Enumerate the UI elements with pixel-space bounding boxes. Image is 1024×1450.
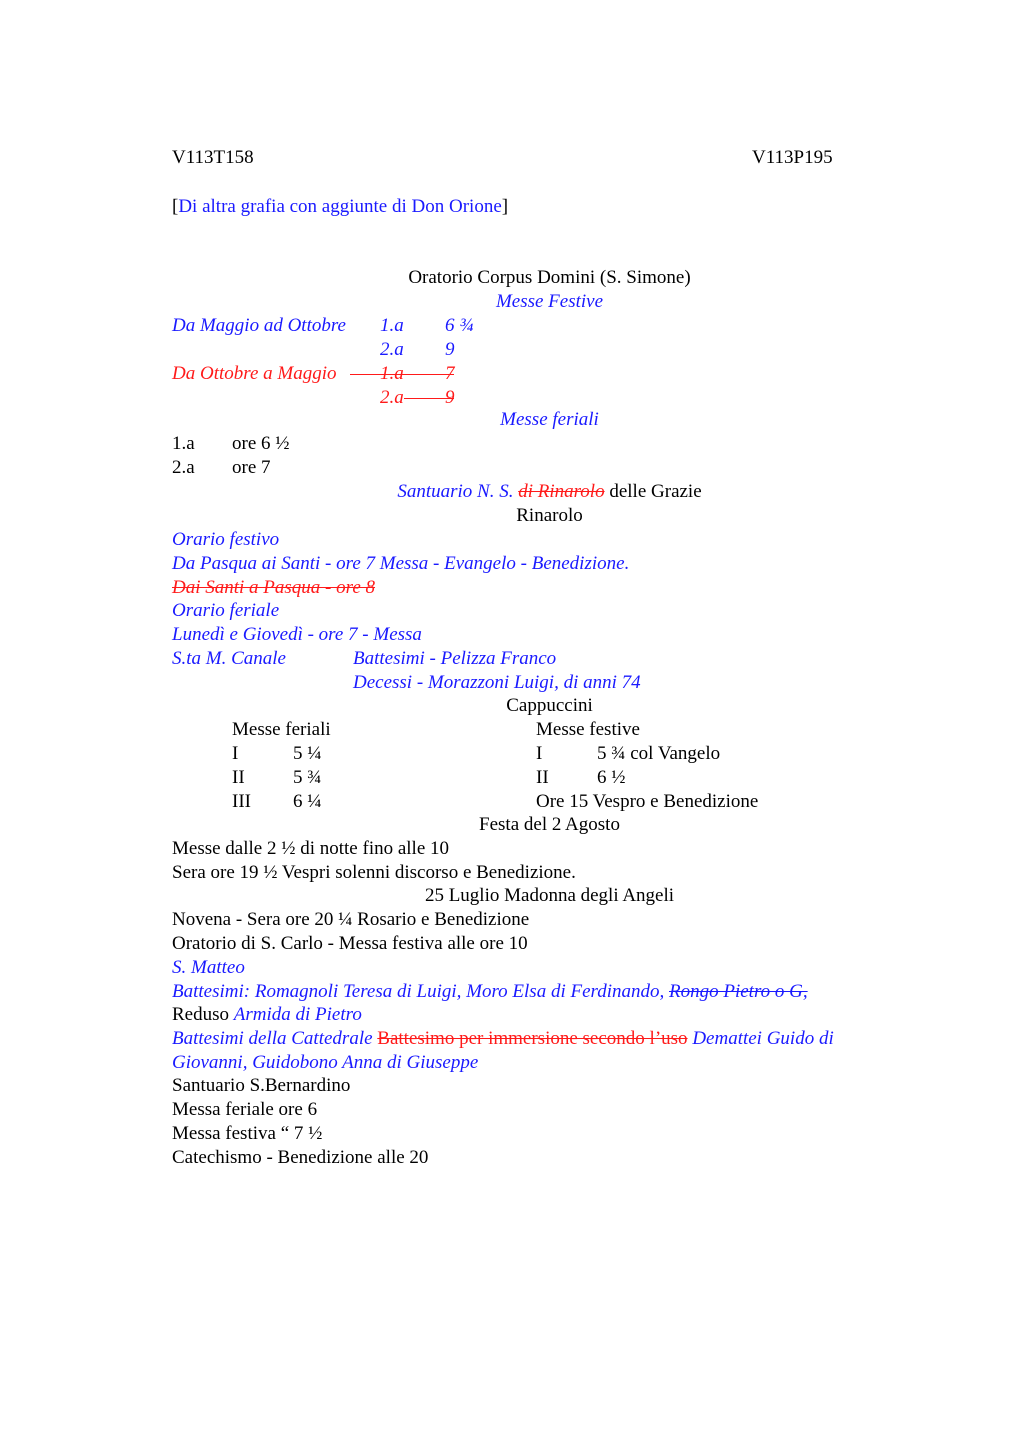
canale-decessi: Decessi - Morazzoni Luigi, di anni 74: [353, 672, 641, 693]
cattedrale-line: Battesimi della Cattedrale Battesimo per immersione secondo l’uso Demattei Guido di: [172, 1028, 834, 1049]
messe-festive-title: Messe Festive: [495, 291, 604, 312]
orario-festivo-line: Da Pasqua ai Santi - ore 7 Messa - Evangelo - Benedizione.: [172, 553, 630, 574]
cappuccini-feriali-head: Messe feriali: [232, 719, 331, 740]
bernardino-line: Messa feriale ore 6: [172, 1099, 318, 1120]
corpus-domini-title: Oratorio Corpus Domini (S. Simone): [408, 267, 691, 288]
angeli-line: Oratorio di S. Carlo - Messa festiva alle ore 10: [172, 933, 528, 954]
santuario-place: Rinarolo: [516, 505, 583, 526]
festa-line: Sera ore 19 ½ Vespri solenni discorso e Benedizione.: [172, 862, 576, 883]
editorial-note: [Di altra grafia con aggiunte di Don Orione]: [172, 196, 509, 217]
matteo-title: S. Matteo: [172, 957, 245, 978]
angeli-title: 25 Luglio Madonna degli Angeli: [424, 885, 675, 906]
header-left-code: V113T158: [172, 147, 254, 168]
reduso-line: Reduso Armida di Pietro: [172, 1004, 362, 1025]
cappuccini-festive-head: Messe festive: [536, 719, 640, 740]
bernardino-line: Messa festiva “ 7 ½: [172, 1123, 323, 1144]
cappuccini-title: Cappuccini: [506, 695, 593, 716]
editorial-note-text: Di altra grafia con aggiunte di Don Orione: [178, 196, 502, 217]
santuario-title: Santuario N. S. di Rinarolo delle Grazie: [397, 481, 702, 502]
angeli-line: Novena - Sera ore 20 ¼ Rosario e Benedizione: [172, 909, 530, 930]
cappuccini-vespro: Ore 15 Vespro e Benedizione: [536, 791, 759, 812]
orario-feriale-title: Orario feriale: [172, 600, 280, 621]
cattedrale-names: Giovanni, Guidobono Anna di Giuseppe: [172, 1052, 479, 1073]
deleted-festivo-line: Dai Santi a Pasqua - ore 8: [172, 577, 376, 598]
orario-festivo-title: Orario festivo: [172, 529, 280, 550]
orario-feriale-line: Lunedì e Giovedì - ore 7 - Messa: [172, 624, 422, 645]
header-right-code: V113P195: [752, 147, 833, 168]
bernardino-title: Santuario S.Bernardino: [172, 1075, 351, 1096]
matteo-battesimi: Battesimi: Romagnoli Teresa di Luigi, Moro Elsa di Ferdinando, Rongo Pietro o G,: [172, 981, 808, 1002]
messe-feriali-title: Messe feriali: [500, 409, 599, 430]
festa-line: Messe dalle 2 ½ di notte fino alle 10: [172, 838, 450, 859]
festa-title: Festa del 2 Agosto: [479, 814, 620, 835]
bernardino-line: Catechismo - Benedizione alle 20: [172, 1147, 429, 1168]
